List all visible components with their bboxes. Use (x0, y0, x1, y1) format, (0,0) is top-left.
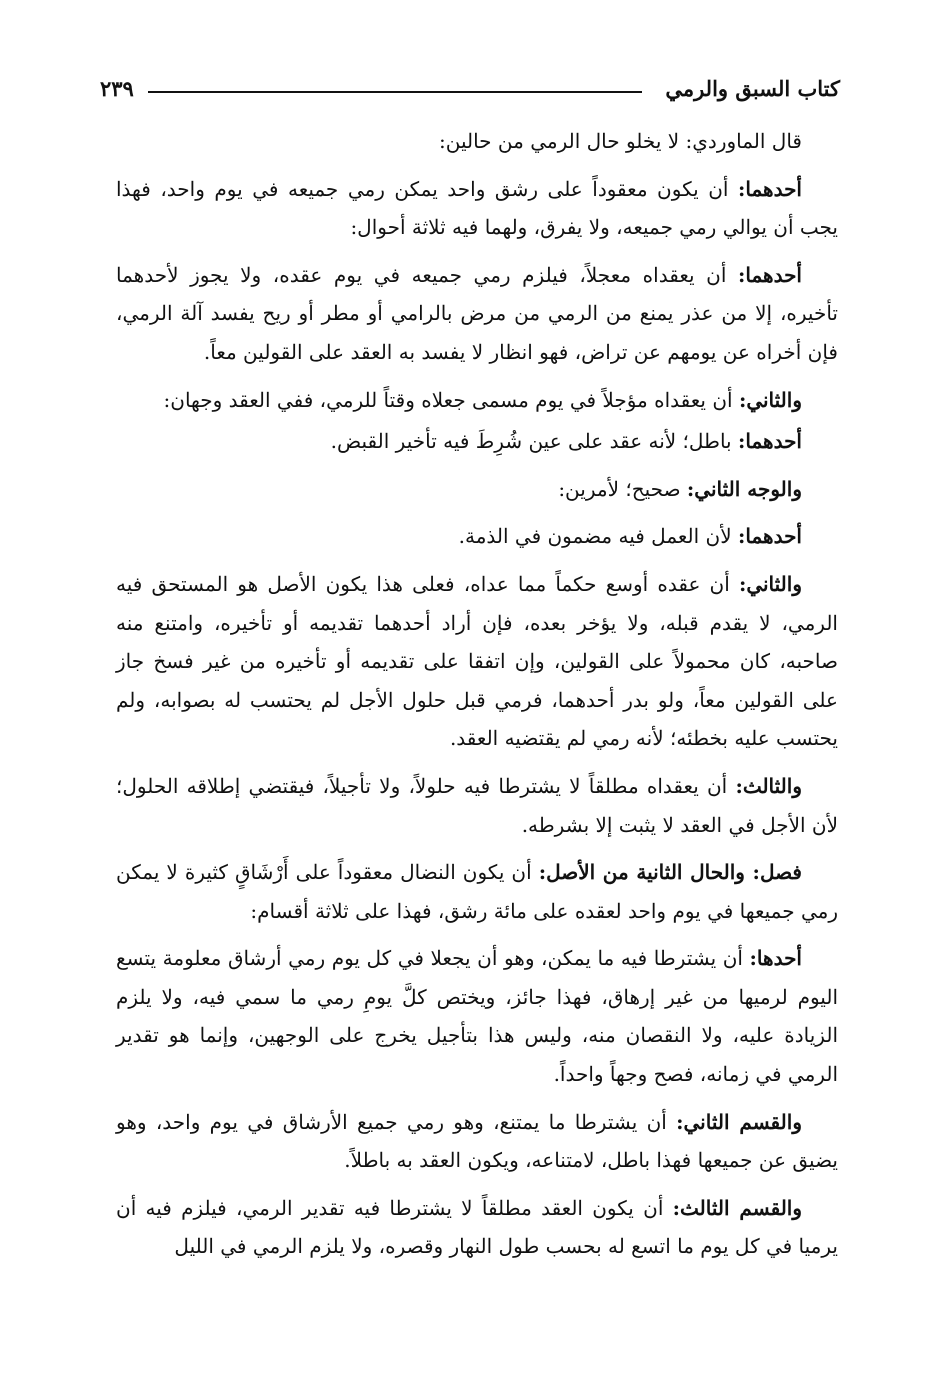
paragraph-lead: فصل: والحال الثانية من الأصل: (538, 860, 802, 885)
paragraph-text: أن يكون معقوداً على رشق واحد يمكن رمي جميعه في يوم واحد، فهذا يجب أن يوالي رمي جميعه، ولا يفرق، ولهما فيه ثلاثة أحوال: (116, 176, 838, 240)
paragraph-text: أن يكون النضال معقوداً على أَرْشَاقٍ كثيرة لا يمكن رمي جميعها في يوم واحد لعقده على مائة رشق، فهذا على ثلاثة أقسام: (116, 860, 838, 923)
paragraph-7 (116, 517, 838, 556)
paragraph-2 (116, 170, 838, 247)
paragraph-4 (116, 381, 838, 420)
paragraph-lead: والثاني: (738, 571, 802, 596)
paragraph-text: أن يشترطا فيه ما يمكن، وهو أن يجعلا في كل يوم رمي أرشاق معلومة يتسع اليوم لرميها من غير إرهاق، فهذا جائز، ويختص كلَّ يومِ رمي ما سمي فيه، ولا يلزم الزيادة عليه، ولا النقصان منه، وليس هذا بتأجيل يخرج على الوجهين، وإنما هو تقدير الرمي في زمانه، فصح وجهاً واحداً. (116, 946, 838, 1087)
paragraph-text: أن عقده أوسع حكماً مما عداه، فعلى هذا يكون الأصل هو المستحق فيه الرمي، لا يقدم قبله، ولا يؤخر بعده، فإن أراد أحدهما تقديمه أو تأخيره، وامتنع منه صاحبه، كان محمولاً على القولين، وإن اتفقا على تقديمه أو تأخيره من غير فسخ جاز على القولين معاً، ولو بدر أحدهما، فرمي قبل حلول الأجل لم يحتسب له بصوابه، ولم يحتسب عليه بخطئه؛ لأنه رمي لم يقتضيه العقد. (116, 571, 838, 751)
page-header (100, 74, 840, 104)
paragraph-text: صحيح؛ لأمرين: (558, 476, 687, 501)
paragraph-text: أن يكون العقد مطلقاً لا يشترطا فيه تقدير الرمي، فيلزم فيه أن يرميا في كل يوم ما اتسع له بحسب طول النهار وقصره، ولا يلزم الرمي في الليل (116, 1195, 838, 1259)
paragraph-lead: أحدهما: (737, 524, 802, 549)
paragraph-10 (116, 853, 838, 930)
paragraph-lead: والثالث: (735, 773, 802, 798)
page-number: ٢٣٩ (100, 76, 134, 101)
paragraph-lead: أحدهما: (737, 262, 802, 287)
paragraph-lead: والقسم الثاني: (676, 1109, 802, 1134)
paragraph-text: قال الماوردي: لا يخلو حال الرمي من حالين: (439, 129, 802, 153)
paragraph-6 (116, 470, 838, 509)
paragraph-lead: أحدهما: (737, 429, 802, 454)
header-rule (148, 91, 642, 93)
running-title: كتاب السبق والرمي (665, 76, 840, 101)
paragraph-3 (116, 256, 838, 372)
paragraph-1 (116, 122, 838, 161)
paragraph-lead: والقسم الثالث: (672, 1195, 803, 1220)
paragraph-lead: والوجه الثاني: (686, 476, 802, 501)
paragraph-5 (116, 422, 838, 461)
paragraph-text: باطل؛ لأنه عقد على عين شُرِطَ فيه تأخير القبض. (330, 429, 738, 454)
paragraph-text: أن يعقداه مؤجلاً في يوم مسمى جعلاه وقتاً للرمي، ففي العقد وجهان: (163, 387, 739, 412)
paragraph-text: أن يعقداه مطلقاً لا يشترطا فيه حلولاً، ولا تأجيلاً، فيقتضي إطلاقه الحلول؛ لأن الأجل في العقد لا يثبت إلا بشرطه. (116, 773, 838, 837)
paragraph-text: لأن العمل فيه مضمون في الذمة. (458, 524, 738, 549)
paragraph-text: أن يعقداه معجلاً، فيلزم رمي جميعه في يوم عقده، ولا يجوز لأحدهما تأخيره، إلا من عذر يمنع من الرمي من مرض بالرامي أو مطر أو ريح يفسد آلة الرمي، فإن أخراه عن يومهم عن تراض، فهو انظار لا يفسد به العقد على القولين معاً. (116, 262, 838, 364)
paragraph-lead: والثاني: (738, 387, 802, 412)
paragraph-lead: أحدهما: (737, 176, 802, 201)
paragraph-lead: أحدها: (749, 946, 802, 971)
paragraph-11 (116, 939, 838, 1093)
paragraph-text: أن يشترطا ما يمتنع، وهو رمي جميع الأرشاق في يوم واحد، وهو يضيق عن جميعها فهذا باطل، لامتناعه، ويكون العقد به باطلاً. (116, 1109, 838, 1173)
paragraph-9 (116, 767, 838, 844)
paragraph-8 (116, 565, 838, 758)
paragraph-12 (116, 1103, 838, 1180)
body-text (116, 122, 838, 1275)
paragraph-13 (116, 1189, 838, 1266)
